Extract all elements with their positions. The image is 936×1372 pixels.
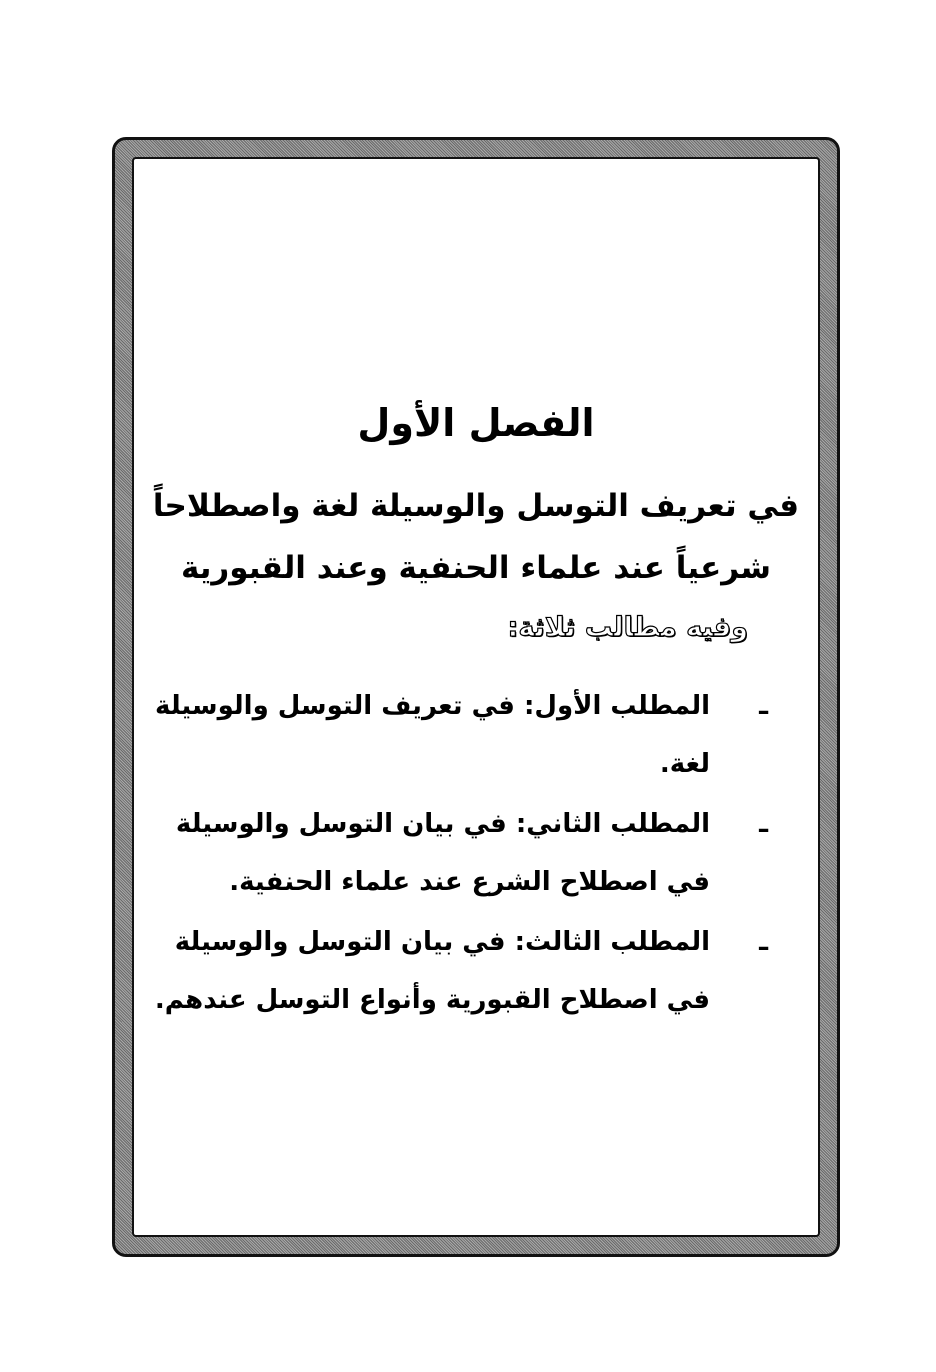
section-item-3 [154, 913, 768, 1029]
sections-intro: وفيه مطالب ثلاثة: [507, 612, 748, 643]
sections-list [154, 677, 768, 1031]
chapter-subtitle: في تعريف التوسل والوسيلة لغة واصطلاحاً شرعياً عند علماء الحنفية وعند القبورية [152, 488, 800, 586]
section-dash: ـ [759, 809, 768, 839]
section-text: المطلب الثالث: في بيان التوسل والوسيلة في اصطلاح القبورية وأنواع التوسل عندهم. [154, 927, 710, 1015]
section-item-2 [154, 795, 768, 911]
chapter-title: الفصل الأول [357, 401, 595, 445]
page-content [132, 157, 820, 1237]
section-text: المطلب الثاني: في بيان التوسل والوسيلة في اصطلاح الشرع عند علماء الحنفية. [175, 809, 710, 897]
section-text: المطلب الأول: في تعريف التوسل والوسيلة لغة. [155, 691, 710, 779]
section-dash: ـ [759, 691, 768, 721]
section-item-1 [154, 677, 768, 793]
section-dash: ـ [759, 927, 768, 957]
